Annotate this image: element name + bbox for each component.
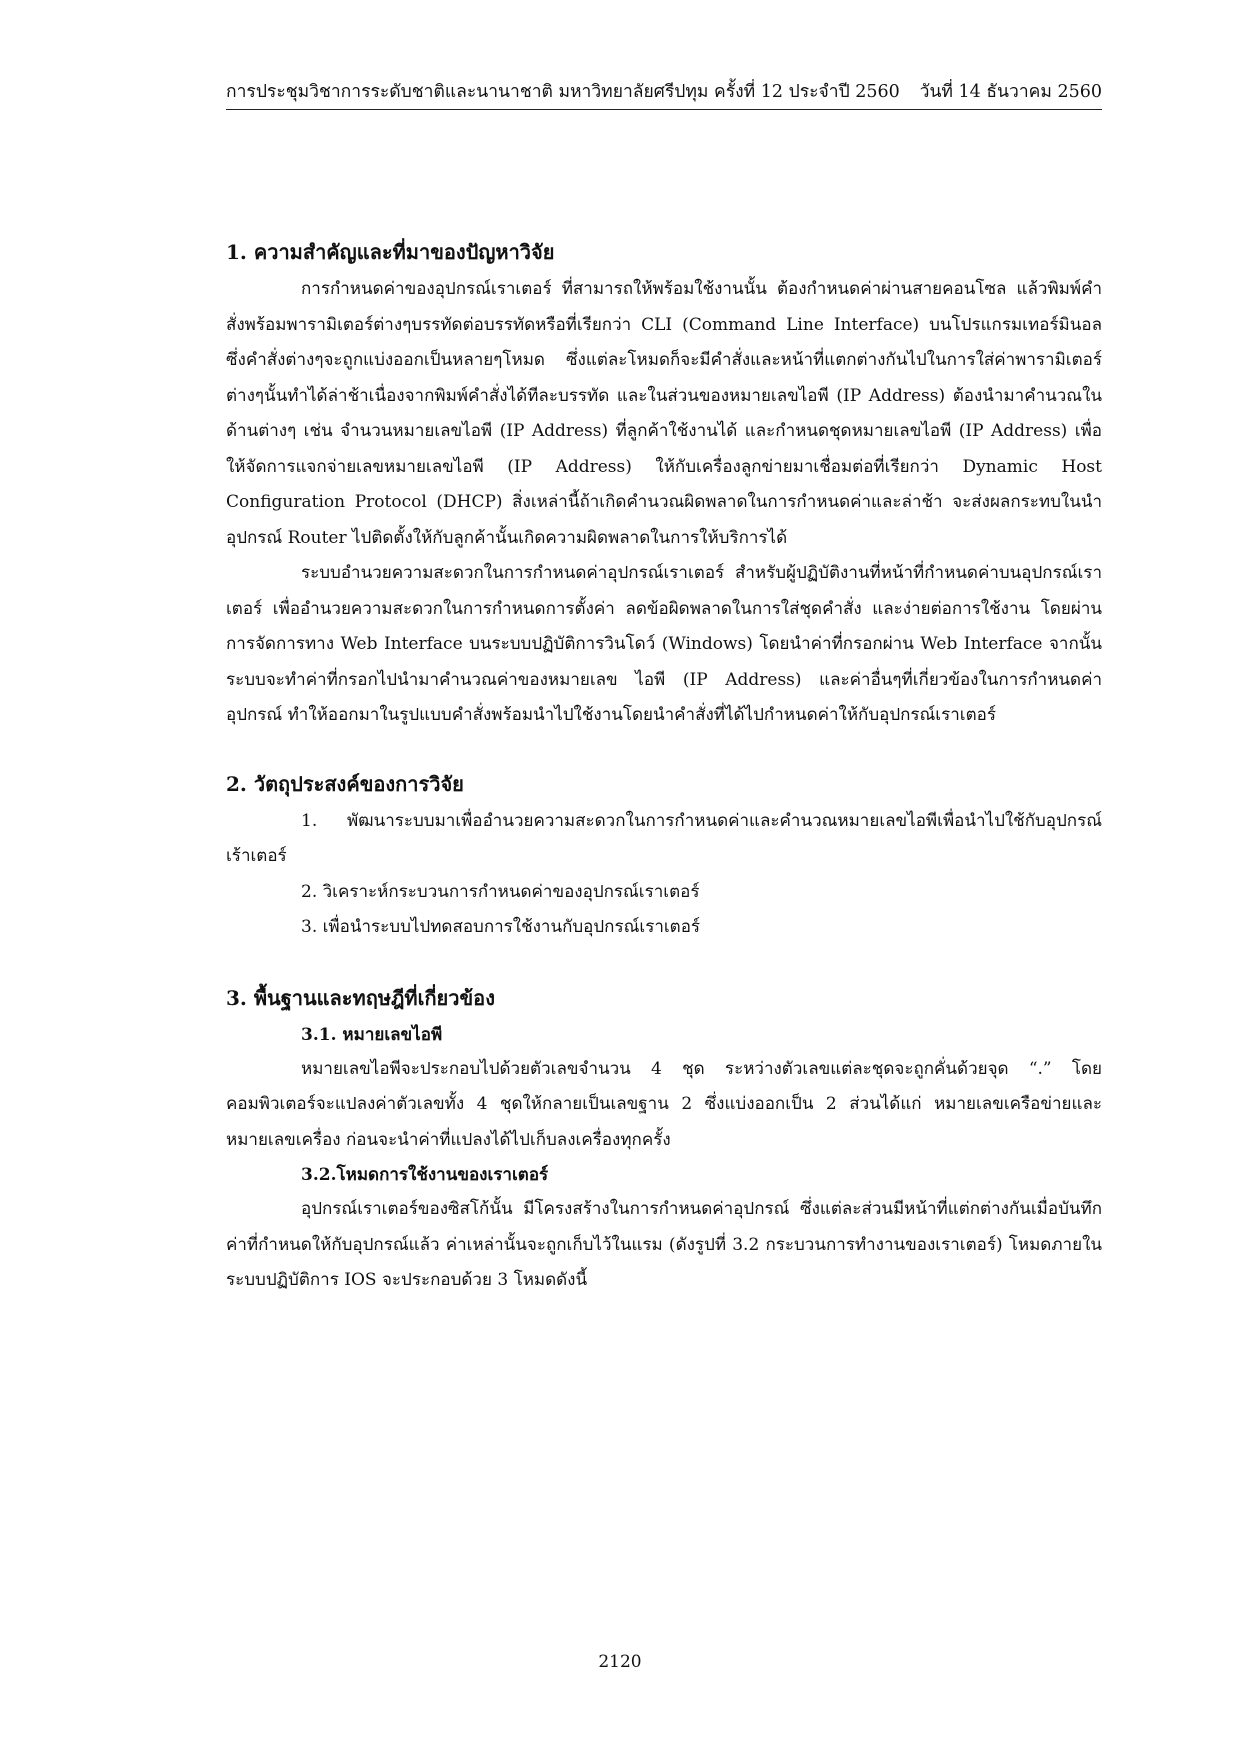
section-1-heading: 1. ความสำคัญและที่มาของปัญหาวิจัย bbox=[226, 240, 555, 264]
section-3-heading: 3. พื้นฐานและทฤษฎีที่เกี่ยวข้อง bbox=[226, 985, 495, 1010]
subsection-3-2-paragraph: อุปกรณ์เราเตอร์ของซิสโก้นั้น มีโครงสร้างในการกำหนดค่าอุปกรณ์ ซึ่งแต่ละส่วนมีหน้าที่แต่กต่างกันเมื่อบันทึกค่าที่กำหนดให้กับอุปกรณ์แล้ว ค่าเหล่านั้นจะถูกเก็บไว้ในแรม (ดังรูปที่ 3.2 กระบวนการทำงานของเราเตอร์) โหมดภายในระบบปฏิบัติการ IOS จะประกอบด้วย 3 โหมดดังนี้ bbox=[226, 1199, 1102, 1290]
objective-item-2: 2. วิเคราะห์กระบวนการกำหนดค่าของอุปกรณ์เราเตอร์ bbox=[301, 881, 700, 902]
header-date: วันที่ 14 ธันวาคม 2560 bbox=[919, 82, 1102, 102]
section-1-paragraph-2: ระบบอำนวยความสะดวกในการกำหนดค่าอุปกรณ์เราเตอร์ สำหรับผู้ปฏิบัติงานที่หน้าที่กำหนดค่าบนอุปกรณ์เราเตอร์ เพื่ออำนวยความสะดวกในการกำหนดการตั้งค่า ลดข้อผิดพลาดในการใส่ชุดคำสั่ง และง่ายต่อการใช้งาน โดยผ่านการจัดการทาง Web Interface บนระบบปฏิบัติการวินโดว์ (Windows) โดยนำค่าที่กรอกผ่าน Web Interface จากนั้นระบบจะทำค่าที่กรอกไปนำมาคำนวณค่าของหมายเลข ไอพี (IP Address) และค่าอื่นๆที่เกี่ยวข้องในการกำหนดค่าอุปกรณ์ ทำให้ออกมาในรูปแบบคำสั่งพร้อมนำไปใช้งานโดยนำคำสั่งที่ได้ไปกำหนดค่าให้กับอุปกรณ์เราเตอร์ bbox=[226, 563, 1102, 725]
subsection-3-1-heading: 3.1. หมายเลขไอพี bbox=[301, 1024, 443, 1045]
running-header bbox=[226, 76, 1102, 110]
section-2-heading: 2. วัตถุประสงค์ของการวิจัย bbox=[226, 771, 464, 796]
objective-item-1: 1. พัฒนาระบบมาเพื่ออำนวยความสะดวกในการกำหนดค่าและคำนวณหมายเลขไอพีเพื่อนำไปใช้กับอุปกรณ์เร้าเตอร์ bbox=[226, 810, 1102, 866]
subsection-3-1-paragraph: หมายเลขไอพีจะประกอบไปด้วยตัวเลขจำนวน 4 ชุด ระหว่างตัวเลขแต่ละชุดจะถูกคั่นด้วยจุด “.” โดยคอมพิวเตอร์จะแปลงค่าตัวเลขทั้ง 4 ชุดให้กลายเป็นเลขฐาน 2 ซึ่งแบ่งออกเป็น 2 ส่วนได้แก่ หมายเลขเครือข่ายและหมายเลขเครื่อง ก่อนจะนำค่าที่แปลงได้ไปเก็บลงเครื่องทุกครั้ง bbox=[226, 1058, 1102, 1150]
page-number: 2120 bbox=[598, 1652, 642, 1672]
section-1-paragraph-1: การกำหนดค่าของอุปกรณ์เราเตอร์ ที่สามารถให้พร้อมใช้งานนั้น ต้องกำหนดค่าผ่านสายคอนโซล แล้วพิมพ์คำสั่งพร้อมพารามิเตอร์ต่างๆบรรทัดต่อบรรทัดหรือที่เรียกว่า CLI (Command Line Interface) บนโปรแกรมเทอร์มินอล ซึ่งคำสั่งต่างๆจะถูกแบ่งออกเป็นหลายๆโหมด ซึ่งแต่ละโหมดก็จะมีคำสั่งและหน้าที่แตกต่างกันไปในการใส่ค่าพารามิเตอร์ต่างๆนั้นทำได้ล่าช้าเนื่องจากพิมพ์คำสั่งได้ทีละบรรทัด และในส่วนของหมายเลขไอพี (IP Address) ต้องนำมาคำนวณในด้านต่างๆ เช่น จำนวนหมายเลขไอพี (IP Address) ที่ลูกค้าใช้งานได้ และกำหนดชุดหมายเลขไอพี (IP Address) เพื่อให้จัดการแจกจ่ายเลขหมายเลขไอพี (IP Address) ให้กับเครื่องลูกข่ายมาเชื่อมต่อที่เรียกว่า Dynamic Host Configuration Protocol (DHCP) สิ่งเหล่านี้ถ้าเกิดคำนวณผิดพลาดในการกำหนดค่าและล่าช้า จะส่งผลกระทบในนำอุปกรณ์ Router ไปติดตั้งให้กับลูกค้านั้นเกิดความผิดพลาดในการให้บริการได้ bbox=[226, 279, 1102, 548]
subsection-3-2-heading: 3.2.โหมดการใช้งานของเราเตอร์ bbox=[301, 1165, 549, 1185]
header-conference: การประชุมวิชาการระดับชาติและนานาชาติ มหาวิทยาลัยศรีปทุม ครั้งที่ 12 ประจำปี 2560 bbox=[226, 82, 900, 102]
page-body bbox=[226, 232, 1102, 1299]
objective-item-3: 3. เพื่อนำระบบไปทดสอบการใช้งานกับอุปกรณ์เราเตอร์ bbox=[301, 917, 701, 937]
